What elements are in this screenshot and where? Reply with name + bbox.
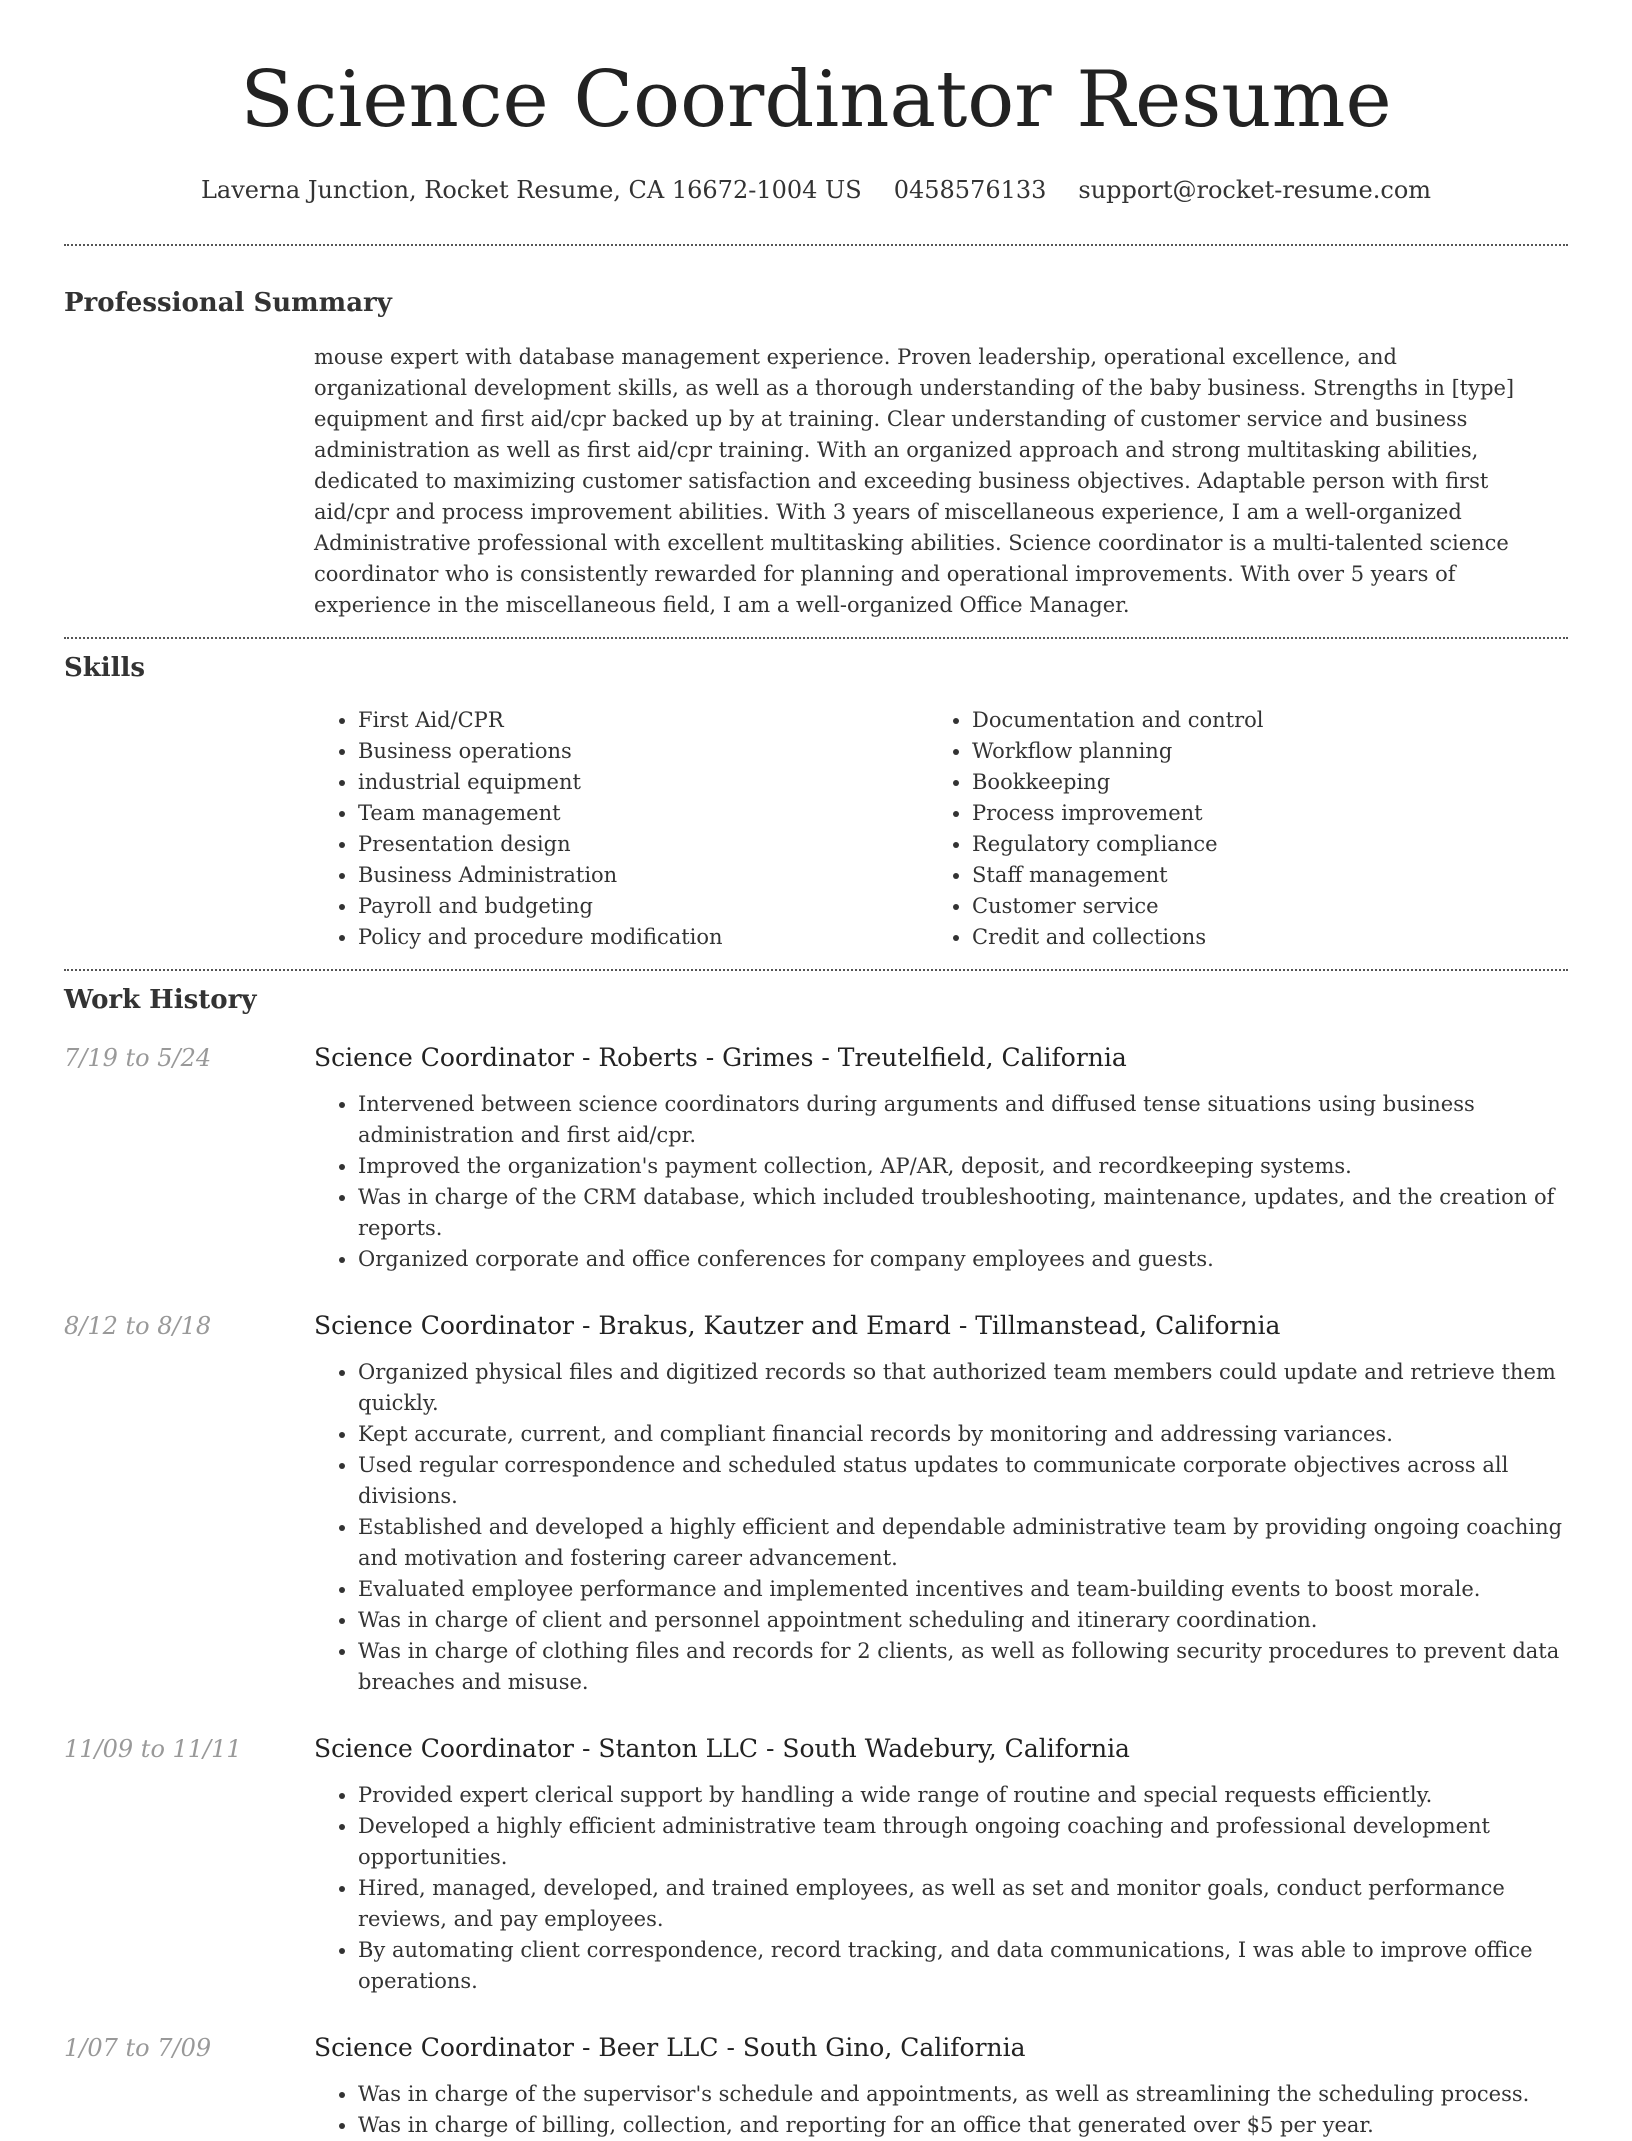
summary-heading: Professional Summary xyxy=(64,288,392,318)
job-bullet: • Organized physical files and digitized records so that authorized team members could update and retrieve them quickly. xyxy=(358,1357,1568,1419)
skills-grid xyxy=(314,705,1568,953)
divider-skills xyxy=(64,969,1568,971)
job-bullet: • Was in charge of the CRM database, which included troubleshooting, maintenance, updates, and the creation of reports. xyxy=(358,1182,1568,1244)
job-date: 8/12 to 8/18 xyxy=(64,1312,212,1340)
job-date: 1/07 to 7/09 xyxy=(64,2034,212,2062)
contact-email: support@rocket-resume.com xyxy=(1078,176,1432,204)
job-bullet: • Developed a highly efficient administrative team through ongoing coaching and professional development opportunities. xyxy=(358,1811,1568,1873)
contact-address: Laverna Junction, Rocket Resume, CA 16672-1004 US xyxy=(200,176,862,204)
job-bullet: • Intervened between science coordinators during arguments and diffused tense situations using business administration and first aid/cpr. xyxy=(358,1089,1568,1151)
work-history-list xyxy=(64,1041,1568,2141)
job-body xyxy=(314,2031,1568,2141)
contact-line xyxy=(64,174,1568,206)
job-bullet: • Was in charge of clothing files and records for 2 clients, as well as following security procedures to prevent data breaches and misuse. xyxy=(358,1636,1568,1698)
skill-item: • Customer service xyxy=(972,891,1542,922)
job-body xyxy=(314,1732,1568,1997)
skills-heading: Skills xyxy=(64,653,146,683)
job-bullets xyxy=(314,1780,1568,1997)
skill-item: • Policy and procedure modification xyxy=(358,922,928,953)
resume-title: Science Coordinator Resume xyxy=(240,55,1392,145)
skill-item: • Team management xyxy=(358,798,928,829)
job-entry xyxy=(64,1309,1568,1698)
job-bullets xyxy=(314,1357,1568,1698)
divider-summary xyxy=(64,637,1568,639)
divider-top xyxy=(64,244,1568,246)
skill-item: • First Aid/CPR xyxy=(358,705,928,736)
job-body xyxy=(314,1041,1568,1275)
job-bullet: • By automating client correspondence, record tracking, and data communications, I was able to improve office operations. xyxy=(358,1935,1568,1997)
job-heading: Science Coordinator - Roberts - Grimes - Treutelfield, California xyxy=(314,1043,1127,1072)
job-bullet: • Provided expert clerical support by handling a wide range of routine and special requests efficiently. xyxy=(358,1780,1568,1811)
job-bullet: • Hired, managed, developed, and trained employees, as well as set and monitor goals, conduct performance reviews, and pay employees. xyxy=(358,1873,1568,1935)
skill-item: • Presentation design xyxy=(358,829,928,860)
skill-item: • Regulatory compliance xyxy=(972,829,1542,860)
skill-item: • Workflow planning xyxy=(972,736,1542,767)
contact-phone: 0458576133 xyxy=(893,176,1047,204)
job-entry xyxy=(64,1041,1568,1275)
skill-item: • industrial equipment xyxy=(358,767,928,798)
job-bullets xyxy=(314,1089,1568,1275)
job-bullet: • Organized corporate and office conferences for company employees and guests. xyxy=(358,1244,1568,1275)
job-entry xyxy=(64,2031,1568,2141)
job-bullet: • Used regular correspondence and scheduled status updates to communicate corporate objectives across all divisions. xyxy=(358,1450,1568,1512)
job-bullet: • Was in charge of billing, collection, and reporting for an office that generated over $5 per year. xyxy=(358,2110,1568,2141)
skill-item: • Business Administration xyxy=(358,860,928,891)
job-heading: Science Coordinator - Brakus, Kautzer and Emard - Tillmanstead, California xyxy=(314,1311,1281,1340)
job-date: 7/19 to 5/24 xyxy=(64,1044,212,1072)
job-body xyxy=(314,1309,1568,1698)
work-heading: Work History xyxy=(64,985,257,1015)
skill-item: • Bookkeeping xyxy=(972,767,1542,798)
job-date: 11/09 to 11/11 xyxy=(64,1735,242,1763)
skills-right-list xyxy=(928,705,1542,953)
summary-text: mouse expert with database management experience. Proven leadership, operational excellence, and organizational development skills, as well as a thorough understanding of the baby business. Strengths in [type] equipment and first aid/cpr backed up by at training. Clear understanding of customer service and business administration as well as first aid/cpr training. With an organized approach and strong multitasking abilities, dedicated to maximizing customer satisfaction and exceeding business objectives. Adaptable person with first aid/cpr and process improvement abilities. With 3 years of miscellaneous experience, I am a well-organized Administrative professional with excellent multitasking abilities. Science coordinator is a multi-talented science coordinator who is consistently rewarded for planning and operational improvements. With over 5 years of experience in the miscellaneous field, I am a well-organized Office Manager. xyxy=(314,345,1515,617)
skill-item: • Documentation and control xyxy=(972,705,1542,736)
job-heading: Science Coordinator - Beer LLC - South Gino, California xyxy=(314,2033,1026,2062)
job-bullet: • Was in charge of client and personnel appointment scheduling and itinerary coordination. xyxy=(358,1605,1568,1636)
skill-item: • Credit and collections xyxy=(972,922,1542,953)
skills-left-list xyxy=(314,705,928,953)
job-heading: Science Coordinator - Stanton LLC - South Wadebury, California xyxy=(314,1734,1130,1763)
job-bullet: • Established and developed a highly efficient and dependable administrative team by providing ongoing coaching and motivation and fostering career advancement. xyxy=(358,1512,1568,1574)
job-bullets xyxy=(314,2079,1568,2141)
job-bullet: • Was in charge of the supervisor's schedule and appointments, as well as streamlining the scheduling process. xyxy=(358,2079,1568,2110)
job-bullet: • Evaluated employee performance and implemented incentives and team-building events to boost morale. xyxy=(358,1574,1568,1605)
skill-item: • Staff management xyxy=(972,860,1542,891)
skill-item: • Payroll and budgeting xyxy=(358,891,928,922)
job-bullet: • Kept accurate, current, and compliant financial records by monitoring and addressing variances. xyxy=(358,1419,1568,1450)
skill-item: • Business operations xyxy=(358,736,928,767)
skill-item: • Process improvement xyxy=(972,798,1542,829)
job-entry xyxy=(64,1732,1568,1997)
job-bullet: • Improved the organization's payment collection, AP/AR, deposit, and recordkeeping systems. xyxy=(358,1151,1568,1182)
